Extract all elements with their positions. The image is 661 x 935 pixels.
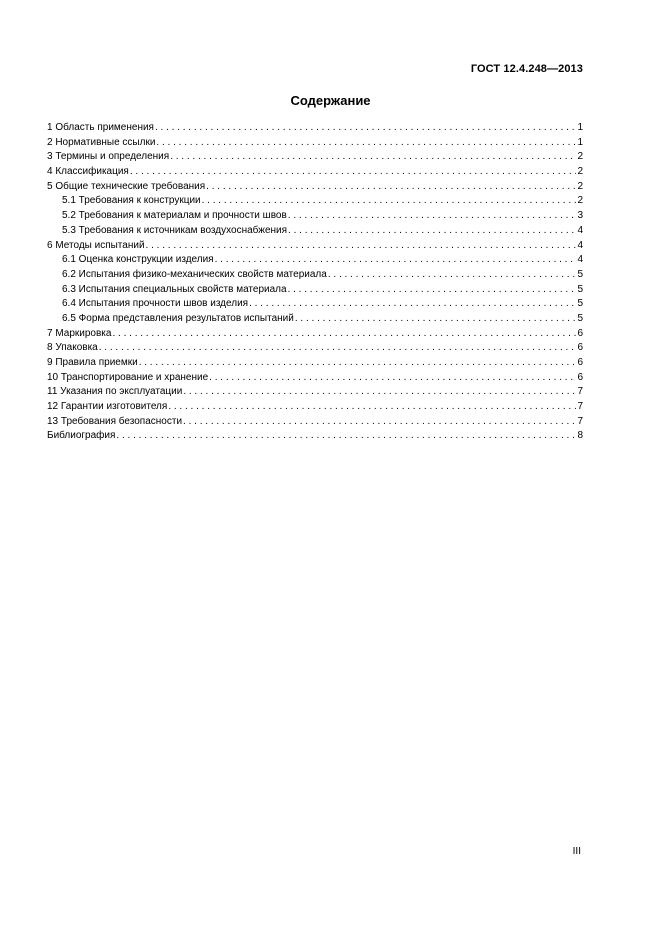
toc-leader-dots [155, 121, 576, 136]
toc-entry-page: 3 [577, 210, 583, 222]
toc-leader-dots [168, 400, 576, 415]
toc-leader-dots [209, 371, 576, 386]
toc-entry-page: 4 [577, 254, 583, 266]
toc-entry[interactable] [47, 429, 583, 444]
toc-entry-label: 6.2 Испытания физико-механических свойств материала [62, 268, 327, 280]
toc-entry-label: 13 Требования безопасности [47, 415, 183, 427]
toc-entry-label: 6.1 Оценка конструкции изделия [62, 254, 214, 266]
toc-entry-page: 2 [577, 195, 583, 207]
toc-entry[interactable] [47, 283, 583, 298]
toc-leader-dots [139, 356, 577, 371]
document-code: ГОСТ 12.4.248—2013 [470, 63, 583, 75]
toc-entry-label: 5.3 Требования к источникам воздухоснабжения [62, 224, 288, 236]
toc-entry-label: 6.5 Форма представления результатов испытаний [62, 312, 294, 324]
toc-entry-page: 4 [577, 239, 583, 251]
toc-entry-label: 9 Правила приемки [47, 357, 138, 368]
toc-leader-dots [295, 312, 577, 327]
toc-entry-label: 5 Общие технические требования [47, 180, 206, 192]
toc-entry[interactable] [47, 180, 583, 195]
toc-leader-dots [328, 268, 577, 283]
toc-leader-dots [183, 415, 576, 430]
toc-entry-page: 6 [577, 371, 583, 383]
toc-entry[interactable] [47, 341, 583, 356]
toc-leader-dots [116, 429, 576, 444]
toc-entry-page: 2 [577, 180, 583, 192]
toc-entry-label: 11 Указания по эксплуатации [47, 386, 183, 398]
toc-entry[interactable] [47, 239, 583, 254]
toc-title: Содержание [290, 93, 371, 108]
toc-entry-page: 5 [577, 312, 583, 324]
toc-entry-page: 4 [577, 224, 583, 236]
toc-entry[interactable] [47, 371, 583, 386]
toc-entry-label: 6.4 Испытания прочности швов изделия [62, 298, 249, 310]
toc-leader-dots [202, 194, 577, 209]
toc-entry-label: 1 Область применения [47, 122, 154, 133]
toc-leader-dots [183, 385, 576, 400]
toc-entry-page: 6 [577, 342, 583, 354]
toc-entry[interactable] [47, 268, 583, 283]
toc-entry-label: 7 Маркировка [47, 327, 112, 339]
toc-leader-dots [130, 165, 577, 180]
toc-leader-dots [112, 327, 576, 342]
toc-entry[interactable] [47, 297, 583, 312]
toc-entry[interactable] [47, 253, 583, 268]
toc-entry-page: 6 [577, 357, 583, 368]
toc-entry-label: 5.1 Требования к конструкции [62, 195, 201, 207]
toc-entry-page: 5 [577, 298, 583, 310]
toc-entry[interactable] [47, 209, 583, 224]
toc-entry-page: 7 [577, 415, 583, 427]
toc-entry-page: 5 [577, 283, 583, 295]
table-of-contents [47, 121, 583, 444]
toc-entry[interactable] [47, 150, 583, 165]
toc-entry[interactable] [47, 312, 583, 327]
toc-entry[interactable] [47, 121, 583, 136]
toc-entry-label: 6 Методы испытаний [47, 239, 145, 251]
toc-entry-label: Библиография [47, 430, 116, 442]
toc-entry[interactable] [47, 165, 583, 180]
toc-entry[interactable] [47, 415, 583, 430]
toc-entry-page: 7 [577, 401, 583, 413]
toc-entry[interactable] [47, 327, 583, 342]
toc-entry-label: 6.3 Испытания специальных свойств материала [62, 283, 287, 295]
toc-leader-dots [249, 297, 576, 312]
toc-entry[interactable] [47, 400, 583, 415]
toc-leader-dots [99, 341, 577, 356]
toc-entry-page: 6 [577, 327, 583, 339]
toc-entry-page: 7 [577, 386, 583, 398]
toc-entry-page: 2 [577, 166, 583, 178]
toc-leader-dots [288, 224, 576, 239]
page-number: III [572, 846, 581, 857]
toc-leader-dots [215, 253, 577, 268]
toc-entry[interactable] [47, 385, 583, 400]
toc-entry-page: 1 [577, 136, 583, 148]
toc-entry-label: 12 Гарантии изготовителя [47, 401, 168, 413]
toc-leader-dots [288, 283, 577, 298]
toc-entry-page: 8 [577, 430, 583, 442]
toc-entry-label: 10 Транспортирование и хранение [47, 371, 209, 383]
toc-entry[interactable] [47, 356, 583, 371]
toc-entry[interactable] [47, 224, 583, 239]
toc-entry-page: 2 [577, 151, 583, 163]
toc-leader-dots [146, 239, 577, 254]
toc-leader-dots [206, 180, 576, 195]
toc-entry-label: 4 Классификация [47, 166, 129, 178]
toc-entry-page: 1 [577, 122, 583, 133]
toc-entry-label: 5.2 Требования к материалам и прочности швов [62, 210, 287, 222]
toc-entry-label: 3 Термины и определения [47, 151, 170, 163]
toc-entry[interactable] [47, 194, 583, 209]
toc-entry-label: 2 Нормативные ссылки [47, 136, 156, 148]
toc-entry[interactable] [47, 136, 583, 151]
toc-leader-dots [170, 150, 576, 165]
toc-entry-label: 8 Упаковка [47, 342, 98, 354]
toc-leader-dots [288, 209, 577, 224]
toc-leader-dots [156, 136, 576, 151]
toc-entry-page: 5 [577, 268, 583, 280]
